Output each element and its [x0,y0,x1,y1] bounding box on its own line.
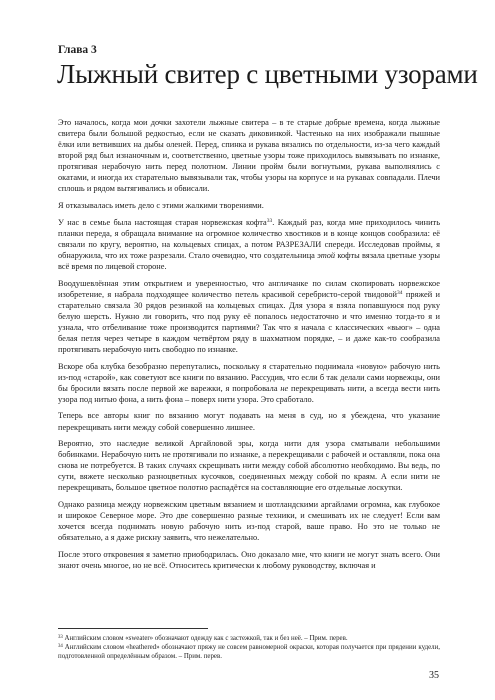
text-run: Это началось, когда мои дочки захотели лыжные свитера – в те старые добрые времена, когда лыжные свитера были большой редкостью, если не сказать диковинкой. Частенько на них изображали пышные ёлки или ветвивших на дыбы оленей. Перед, спинка и рукава вязались по отдельности, из-за чего каждый второй ряд был изнаночным и, соответственно, цветные узоры тоже приходилось вывязывать по изнанке, протягивая нерабочую нить перед полотном. Линии пройм были вогнутыми, рукава выполнялись с окатами, и иногда их старательно вывязывали так, чтобы узоры на корпусе и на рукавах совпадали. Плечи сплошь и рядом вытягивались и обвисали. [58,118,440,194]
paragraph [58,117,440,194]
footnote [58,634,440,643]
footnote-divider [58,628,208,629]
italic-text: не [280,383,289,393]
footnote-text: Английским словом «sweater» обозначают одежду как с застежкой, так и без неё. – Прим. перев. [62,635,348,642]
text-run: перекрещивать нити, а всегда вести нить узора под нитью фона, а нить фона – поверх нити узора. Это сработало. [58,383,440,404]
chapter-label: Глава 3 [58,44,97,56]
page-number: 35 [429,670,439,681]
text-run: Воодушевлённая этим открытием и уверенностью, что англичанке по силам скопировать норвежское изобретение, я набрала подходящее количество петель красивой серебристо-серой твидовой [58,278,440,299]
body-text [58,117,440,577]
text-run: Вскоре оба клубка безобразно перепутались, поскольку я старательно поднимала «новую» рабочую нить из-под «старой», как советуют все книги по вязанию. Рассудив, что если б так делали сами норвежцы, они бы бросили вязать после первой же варежки, я попробовала [58,361,440,393]
paragraph [58,217,440,272]
paragraph [58,499,440,543]
paragraph [58,200,440,211]
text-run: кофты вязала цветные узоры всё время по лицевой стороне. [58,250,441,271]
chapter-title: Лыжный свитер с цветными узорами [57,59,478,89]
footnote [58,643,440,661]
text-run: . Каждый раз, когда мне приходилось чинить планки переда, я обращала внимание на огромное количество хвостиков и в конце концов сообразила: её связали по кругу, вероятно, на кольцевых спицах, а потом РАЗРЕЗАЛИ спереди. Исследовав проймы, я обнаружила, что их тоже разрезали. Стало очевидно, что создательница [58,217,440,260]
footnotes [58,634,440,661]
text-run: Однако разница между норвежским цветным вязанием и шотландскими аргайлами огромна, как глубокое и широкое Северное море. Это две совершенно разные техники, и смешивать их не следует! Если вам хочется всегда поднимать новую рабочую нить из-под старой, ваше право. Но это не только не обязательно, а я даже рискну заявить, что нежелательно. [58,500,440,543]
footnote-ref: 34 [397,289,403,296]
footnote-number: 33 [58,635,63,640]
paragraph [58,438,440,493]
footnote-ref: 33 [266,217,273,224]
footnote-text: Английским словом «heathered» обозначают пряжу не совсем равномерной окраски, которая получается при прядении кудели, подготовленной определённым образом. – Прим. перев. [58,644,440,660]
text-run: У нас в семье была настоящая старая норвежская кофта [58,217,267,227]
text-run: пряжей и старательно связала 30 рядов резинкой на кольцевых спицах. Для узора я взяла попавшуюся под руку белую шерсть. Нужно ли говорить, что под руку её попалось недостаточно и что именно тогда-то я и узнала, что отбеливание тоже производится партиями? Так что я начала с классических «вьюг» – одна белая петля через четыре в каждом четвёртом ряду в шахматном порядке, – и даже как-то сообразила протягивать нерабочую нить свободно по изнанке. [58,289,441,354]
text-run: Теперь все авторы книг по вязанию могут подавать на меня в суд, но я убеждена, что указание перекрещивать нити между собой совершенно лишнее. [58,411,440,432]
text-run: Вероятно, это наследие великой Аргайловой эры, когда нити для узора сматывали небольшими бобинками. Нерабочую нить не протягивали по изнанке, а перекрещивали с рабочей и оставляли, пока она снова не потребуется. В таких случаях скрещивать нити между собой абсолютно необходимо. Вы ведь, по сути, вяжете несколько разноцветных кусочков, соединенных между собой по краям. А если нити не перекрещивать, большое цветное полотно распадётся на составляющие его отдельные лоскутки. [58,439,440,493]
paragraph [58,410,440,432]
text-run: Я отказывалась иметь дело с этими жалкими творениями. [58,201,264,211]
paragraph [58,278,440,355]
footnote-number: 34 [58,644,63,649]
paragraph [58,549,440,571]
italic-text: этой [317,250,336,260]
paragraph [58,361,440,405]
text-run: После этого откровения я заметно приободрилась. Оно доказало мне, что книги не могут знать всего. Они знают очень многое, но не всё. Относитесь критически к любому руководству, включая и [58,549,440,570]
